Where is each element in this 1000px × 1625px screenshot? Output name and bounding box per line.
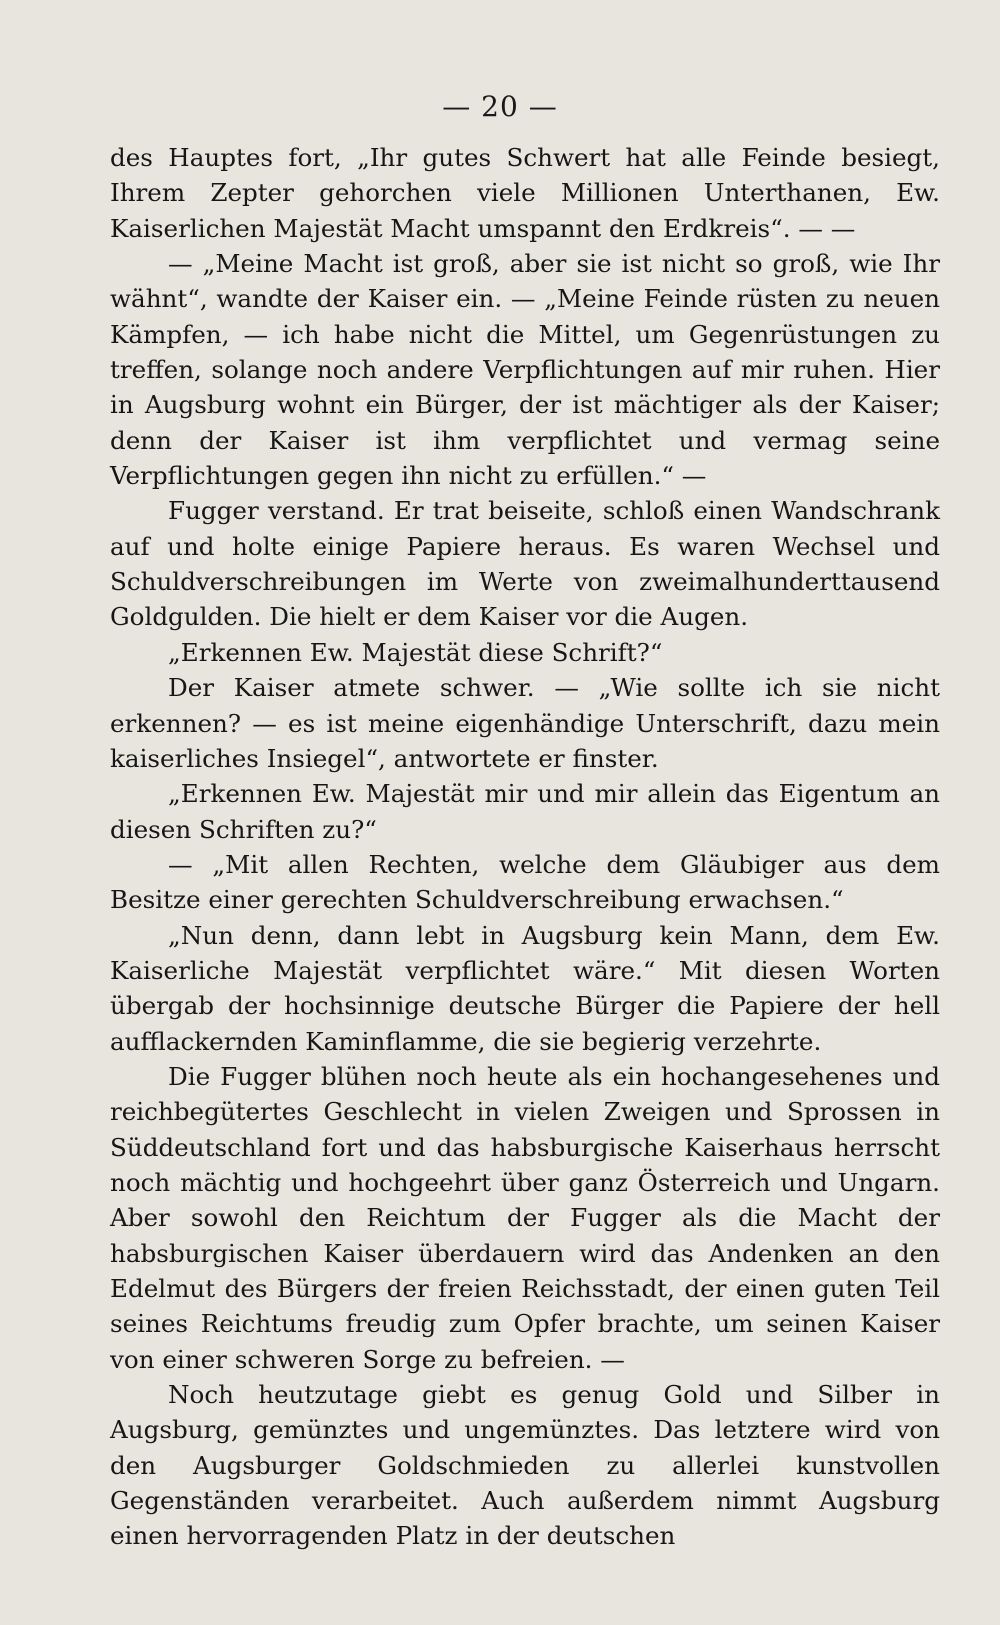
paragraph: — „Mit allen Rechten, welche dem Gläubiger aus dem Besitze einer gerechten Schuldverschreibung erwachsen.“ — [110, 849, 940, 915]
body-text — [110, 140, 940, 1554]
paragraph: des Hauptes fort, „Ihr gutes Schwert hat alle Feinde besiegt, Ihrem Zepter gehorchen viele Millionen Unterthanen, Ew. Kaiserlichen Majestät Macht umspannt den Erdkreis“. — — — [110, 143, 940, 243]
paragraph: „Nun denn, dann lebt in Augsburg kein Mann, dem Ew. Kaiserliche Majestät verpflichtet wäre.“ Mit diesen Worten übergab der hochsinnige deutsche Bürger die Papiere der hell aufflackernden Kaminflamme, die sie begierig verzehrte. — [110, 920, 940, 1056]
paragraph: — „Meine Macht ist groß, aber sie ist nicht so groß, wie Ihr wähnt“, wandte der Kaiser ein. — „Meine Feinde rüsten zu neuen Kämpfen, — ich habe nicht die Mittel, um Gegenrüstungen zu treffen, solange noch andere Verpflichtungen auf mir ruhen. Hier in Augsburg wohnt ein Bürger, der ist mächtiger als der Kaiser; denn der Kaiser ist ihm verpflichtet und vermag seine Verpflichtungen gegen ihn nicht zu erfüllen.“ — — [110, 249, 940, 491]
page-number: — 20 — — [442, 90, 558, 123]
paragraph: Der Kaiser atmete schwer. — „Wie sollte ich sie nicht erkennen? — es ist meine eigenhändige Unterschrift, dazu mein kaiserliches Insiegel“, antwortete er finster. — [110, 673, 940, 773]
paragraph: Noch heutzutage giebt es genug Gold und Silber in Augsburg, gemünztes und ungemünztes. Das letztere wird von den Augsburger Goldschmieden zu allerlei kunstvollen Gegenständen verarbeitet. Auch außerdem nimmt Augsburg einen hervorragenden Platz in der deutschen — [110, 1380, 940, 1551]
paragraph: Die Fugger blühen noch heute als ein hochangesehenes und reichbegütertes Geschlecht in vielen Zweigen und Sprossen in Süddeutschland fort und das habsburgische Kaiserhaus herrscht noch mächtig und hochgeehrt über ganz Österreich und Ungarn. Aber sowohl den Reichtum der Fugger als die Macht der habsburgischen Kaiser überdauern wird das Andenken an den Edelmut des Bürgers der freien Reichsstadt, der einen guten Teil seines Reichtums freudig zum Opfer brachte, um seinen Kaiser von einer schweren Sorge zu befreien. — — [110, 1061, 940, 1374]
paragraph: „Erkennen Ew. Majestät mir und mir allein das Eigentum an diesen Schriften zu?“ — [110, 779, 940, 844]
paragraph: „Erkennen Ew. Majestät diese Schrift?“ — [168, 637, 663, 667]
paragraph: Fugger verstand. Er trat beiseite, schloß einen Wandschrank auf und holte einige Papiere heraus. Es waren Wechsel und Schuldverschreibungen im Werte von zweimalhunderttausend Goldgulden. Die hielt er dem Kaiser vor die Augen. — [110, 496, 940, 632]
